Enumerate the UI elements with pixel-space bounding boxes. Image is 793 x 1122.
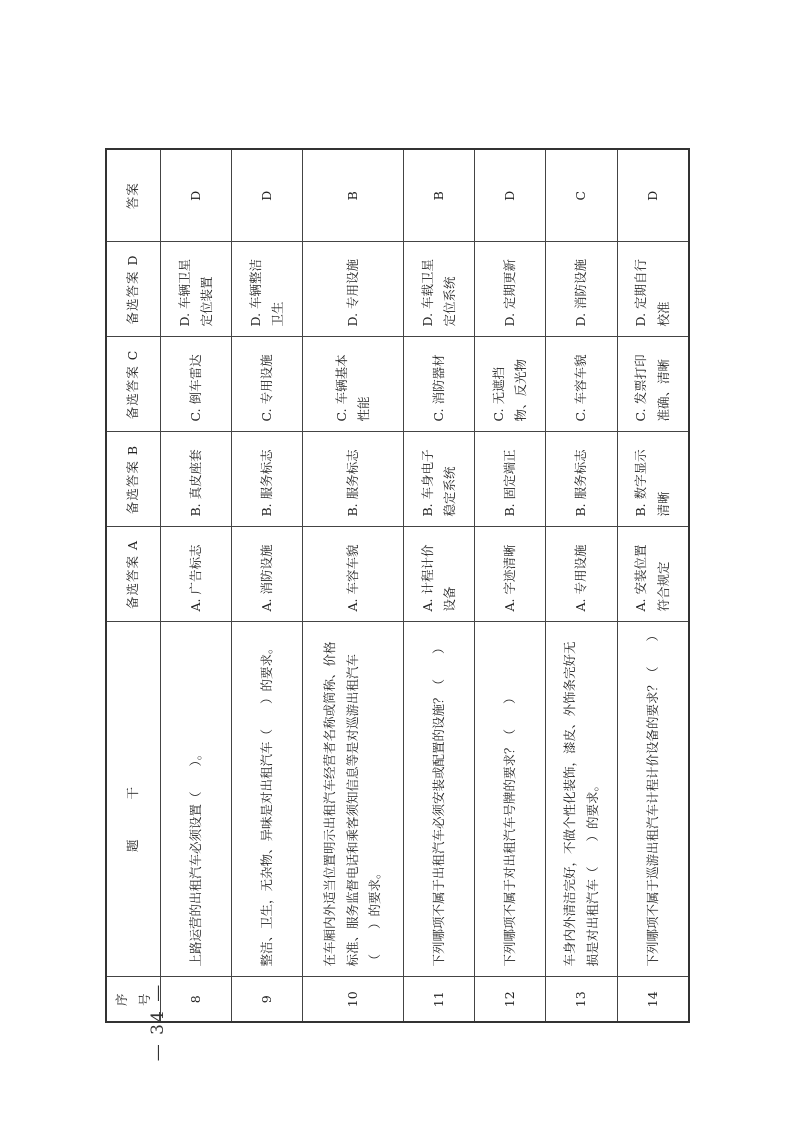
question-table bbox=[105, 148, 690, 1023]
row-answer: B bbox=[303, 149, 404, 242]
row-stem: 车身内外清洁完好，不做个性化装饰，漆皮、外饰条完好无损是对出租汽车（ ）的要求。 bbox=[546, 622, 617, 977]
row-option-c: C. 车容车貌 bbox=[546, 337, 617, 432]
row-option-d: D. 定期更新 bbox=[475, 242, 546, 337]
row-option-a: A. 广告标志 bbox=[161, 527, 232, 622]
row-option-b: B. 服务标志 bbox=[232, 432, 303, 527]
table-row bbox=[161, 149, 232, 1022]
row-no: 13 bbox=[546, 977, 617, 1022]
rotated-table-wrapper bbox=[105, 150, 690, 1023]
table-row bbox=[303, 149, 404, 1022]
row-option-c: C. 专用设施 bbox=[232, 337, 303, 432]
row-answer: D bbox=[617, 149, 689, 242]
row-option-c: C. 消防器材 bbox=[404, 337, 475, 432]
header-stem: 题干 bbox=[106, 622, 161, 977]
row-no: 14 bbox=[617, 977, 689, 1022]
row-option-b: B. 服务标志 bbox=[303, 432, 404, 527]
table-row bbox=[546, 149, 617, 1022]
table-row bbox=[232, 149, 303, 1022]
row-option-a: A. 字迹清晰 bbox=[475, 527, 546, 622]
row-no: 10 bbox=[303, 977, 404, 1022]
header-option-d: 备选答案 D bbox=[106, 242, 161, 337]
row-stem: 下列哪项不属于对出租汽车号牌的要求？（ ） bbox=[475, 622, 546, 977]
row-option-c: C. 车辆基本性能 bbox=[303, 337, 404, 432]
row-option-b: B. 固定端正 bbox=[475, 432, 546, 527]
row-option-b: B. 数字显示清晰 bbox=[617, 432, 689, 527]
row-stem: 在车厢内外适当位置明示出租汽车经营者名称或简称、价格标准、服务监督电话和乘客须知信息等是对巡游出租汽车（ ）的要求。 bbox=[303, 622, 404, 977]
row-answer: C bbox=[546, 149, 617, 242]
row-no: 8 bbox=[161, 977, 232, 1022]
page-number: — 34 — bbox=[148, 982, 168, 1062]
row-option-a: A. 计程计价设备 bbox=[404, 527, 475, 622]
row-option-b: B. 车身电子稳定系统 bbox=[404, 432, 475, 527]
row-option-b: B. 真皮座套 bbox=[161, 432, 232, 527]
row-option-c: C. 无遮挡物、反光物 bbox=[475, 337, 546, 432]
row-option-c: C. 发票打印准确、清晰 bbox=[617, 337, 689, 432]
row-answer: D bbox=[475, 149, 546, 242]
row-option-c: C. 倒车雷达 bbox=[161, 337, 232, 432]
table-row bbox=[617, 149, 689, 1022]
row-option-d: D. 消防设施 bbox=[546, 242, 617, 337]
row-option-b: B. 服务标志 bbox=[546, 432, 617, 527]
header-answer: 答案 bbox=[106, 149, 161, 242]
header-no: 序号 bbox=[106, 977, 161, 1022]
row-answer: D bbox=[161, 149, 232, 242]
row-option-a: A. 安装位置符合规定 bbox=[617, 527, 689, 622]
row-stem: 下列哪项不属于巡游出租汽车计程计价设备的要求？（ ） bbox=[617, 622, 689, 977]
row-option-a: A. 消防设施 bbox=[232, 527, 303, 622]
row-option-d: D. 车载卫星定位系统 bbox=[404, 242, 475, 337]
header-option-b: 备选答案 B bbox=[106, 432, 161, 527]
header-option-a: 备选答案 A bbox=[106, 527, 161, 622]
row-no: 12 bbox=[475, 977, 546, 1022]
row-answer: D bbox=[232, 149, 303, 242]
row-option-a: A. 车容车貌 bbox=[303, 527, 404, 622]
row-answer: B bbox=[404, 149, 475, 242]
row-no: 11 bbox=[404, 977, 475, 1022]
row-option-a: A. 专用设施 bbox=[546, 527, 617, 622]
row-option-d: D. 定期自行校准 bbox=[617, 242, 689, 337]
table-row bbox=[475, 149, 546, 1022]
table-row bbox=[404, 149, 475, 1022]
row-option-d: D. 车辆卫星定位装置 bbox=[161, 242, 232, 337]
row-stem: 上路运营的出租汽车必须设置（ ）。 bbox=[161, 622, 232, 977]
row-no: 9 bbox=[232, 977, 303, 1022]
row-option-d: D. 专用设施 bbox=[303, 242, 404, 337]
header-option-c: 备选答案 C bbox=[106, 337, 161, 432]
table-header-row bbox=[106, 149, 161, 1022]
row-option-d: D. 车辆整洁卫生 bbox=[232, 242, 303, 337]
row-stem: 下列哪项不属于出租汽车必须安装或配置的设施？（ ） bbox=[404, 622, 475, 977]
row-stem: 整洁、卫生，无杂物、异味是对出租汽车（ ）的要求。 bbox=[232, 622, 303, 977]
